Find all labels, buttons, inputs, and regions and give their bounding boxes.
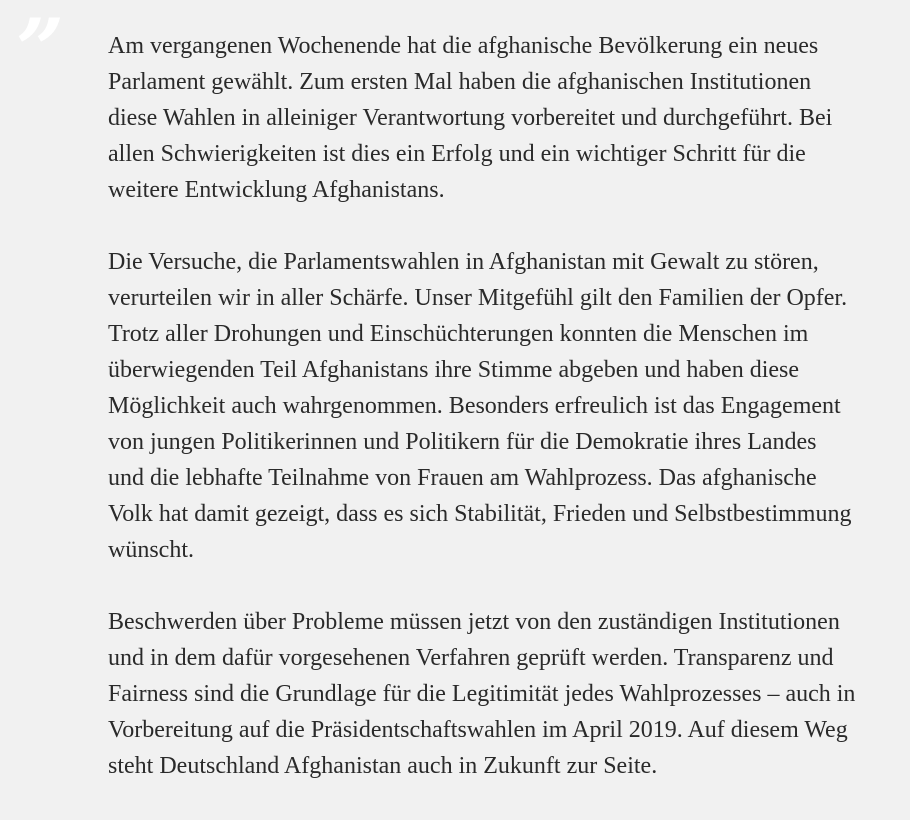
text-line: Am vergangenen Wochenende hat die afghanische Bevölkerung ein neues [108,33,819,59]
text-line: steht Deutschland Afghanistan auch in Zukunft zur Seite. [108,753,658,779]
text-line: allen Schwierigkeiten ist dies ein Erfolg und ein wichtiger Schritt für die [108,141,806,167]
text-line: Volk hat damit gezeigt, dass es sich Stabilität, Frieden und Selbstbestimmung [108,501,852,527]
text-line: Parlament gewählt. Zum ersten Mal haben die afghanischen Institutionen [108,69,812,95]
quotation-mark-icon: ” [16,0,57,99]
text-line: verurteilen wir in aller Schärfe. Unser Mitgefühl gilt den Familien der Opfer. [108,285,848,311]
text-line: Möglichkeit auch wahrgenommen. Besonders erfreulich ist das Engagement [108,393,841,419]
text-line: von jungen Politikerinnen und Politikern für die Demokratie ihres Landes [108,429,817,455]
paragraph-2 [108,244,903,568]
text-line: überwiegenden Teil Afghanistans ihre Stimme abgeben und haben diese [108,357,800,383]
text-line: diese Wahlen in alleiniger Verantwortung vorbereitet und durchgeführt. Bei [108,105,833,131]
paragraph-1 [108,28,903,208]
text-line: Fairness sind die Grundlage für die Legitimität jedes Wahlprozesses – auch in [108,681,856,707]
quote-text [108,28,903,820]
text-line: und die lebhafte Teilnahme von Frauen am Wahlprozess. Das afghanische [108,465,817,491]
text-line: weitere Entwicklung Afghanistans. [108,177,445,203]
text-line: Trotz aller Drohungen und Einschüchterungen konnten die Menschen im [108,321,809,347]
text-line: Vorbereitung auf die Präsidentschaftswahlen im April 2019. Auf diesem Weg [108,717,848,743]
text-line: Beschwerden über Probleme müssen jetzt von den zuständigen Institutionen [108,609,840,635]
text-line: und in dem dafür vorgesehenen Verfahren geprüft werden. Transparenz und [108,645,834,671]
paragraph-3 [108,604,903,784]
text-line: wünscht. [108,537,194,563]
text-line: Die Versuche, die Parlamentswahlen in Afghanistan mit Gewalt zu stören, [108,249,819,275]
